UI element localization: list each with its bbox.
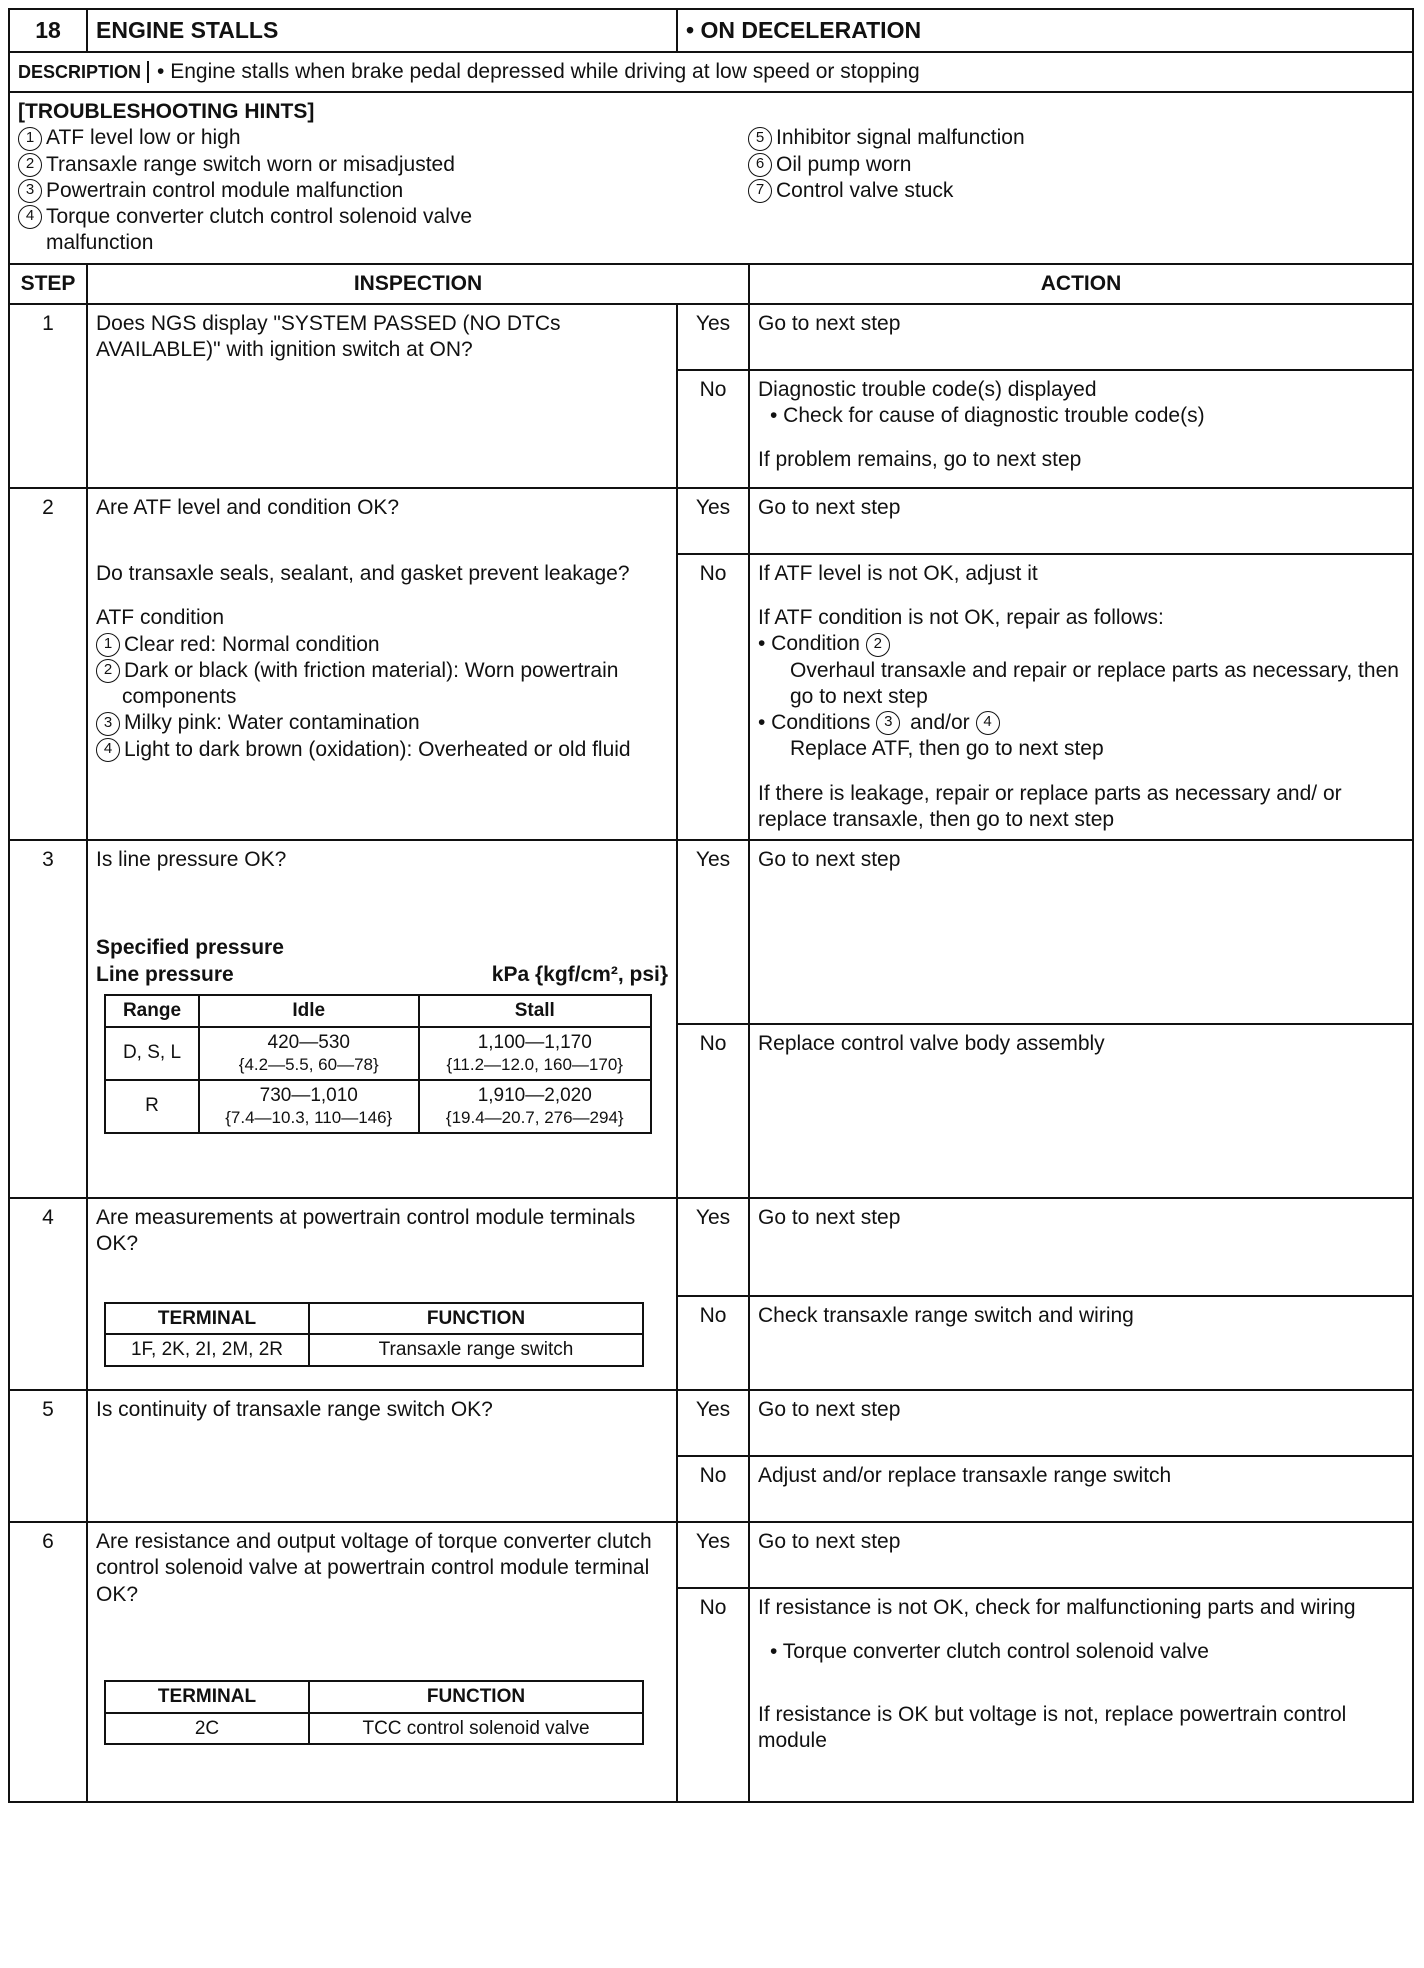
terminal-table: TERMINAL FUNCTION 1F, 2K, 2I, 2M, 2R Transaxle range switch xyxy=(104,1302,644,1368)
hints-title: [TROUBLESHOOTING HINTS] xyxy=(18,100,315,123)
table-row: 2C TCC control solenoid valve xyxy=(105,1713,643,1745)
troubleshooting-table xyxy=(8,8,1414,1803)
troubleshooting-page xyxy=(8,8,1416,1803)
circled-number: 4 xyxy=(976,711,1000,735)
step-3-yes-row xyxy=(9,840,1413,1024)
step-question: Are resistance and output voltage of torque converter clutch control solenoid valve at powertrain control module terminal OK? TERMINAL FUNCTION 2C TCC control solenoid valve xyxy=(87,1522,677,1802)
action-yes: Go to next step xyxy=(749,1198,1413,1296)
action-no: If ATF level is not OK, adjust it If ATF condition is not OK, repair as follows: • Condition 2 Overhaul transaxle and repair or replace parts as necessary, then go to next step • Conditions 3 and/or 4 Replace ATF, then go to next step If there is leakage, repair or replace parts as necessary and/ or replace transaxle, then go to next step xyxy=(749,554,1413,840)
answer-no: No xyxy=(677,370,749,488)
hint-item: 5 Inhibitor signal malfunction xyxy=(748,125,1404,151)
action-yes: Go to next step xyxy=(749,1522,1413,1588)
symptom-condition: • ON DECELERATION xyxy=(677,9,1413,52)
step-number: 1 xyxy=(9,304,87,488)
step-1-yes-row xyxy=(9,304,1413,370)
circled-number: 4 xyxy=(96,738,120,762)
action-no: If resistance is not OK, check for malfunctioning parts and wiring • Torque converter clutch control solenoid valve If resistance is OK but voltage is not, replace powertrain control module xyxy=(749,1588,1413,1802)
action-yes: Go to next step xyxy=(749,1390,1413,1456)
step-question: Does NGS display "SYSTEM PASSED (NO DTCs AVAILABLE)" with ignition switch at ON? xyxy=(87,304,677,488)
answer-yes: Yes xyxy=(677,488,749,554)
circled-number: 3 xyxy=(96,712,120,736)
circled-number: 6 xyxy=(748,153,772,177)
hints-left xyxy=(18,125,578,256)
circled-number: 3 xyxy=(18,179,42,203)
circled-number: 7 xyxy=(748,179,772,203)
step-number: 2 xyxy=(9,488,87,840)
action-yes: Go to next step xyxy=(749,488,1413,554)
table-row: 1F, 2K, 2I, 2M, 2R Transaxle range switch xyxy=(105,1334,643,1366)
step-number: 4 xyxy=(9,1198,87,1390)
description-row xyxy=(9,52,1413,92)
description-label: DESCRIPTION xyxy=(18,61,149,84)
circled-number: 5 xyxy=(748,127,772,151)
answer-no: No xyxy=(677,554,749,840)
col-step: STEP xyxy=(9,264,87,304)
hint-item: 3 Powertrain control module malfunction xyxy=(18,178,578,204)
answer-yes: Yes xyxy=(677,840,749,1024)
step-question: Is continuity of transaxle range switch OK? xyxy=(87,1390,677,1522)
circled-number: 2 xyxy=(96,659,120,683)
table-row: D, S, L 420—530 {4.2—5.5, 60—78} 1,100—1,170 {11.2—12.0, 160—170} xyxy=(105,1027,651,1080)
hint-item: 7 Control valve stuck xyxy=(748,178,1404,204)
step-4-yes-row xyxy=(9,1198,1413,1296)
action-no: Adjust and/or replace transaxle range switch xyxy=(749,1456,1413,1522)
step-5-yes-row xyxy=(9,1390,1413,1456)
action-no: Replace control valve body assembly xyxy=(749,1024,1413,1198)
answer-no: No xyxy=(677,1024,749,1198)
hints-row xyxy=(9,92,1413,264)
answer-yes: Yes xyxy=(677,1390,749,1456)
step-question: Is line pressure OK? Specified pressure Line pressure kPa {kgf/cm², psi} Range Idle Stall D, S, L 420—530 {4.2—5.5, 60—78} 1,100—1,170 {11.2—12.0, 160—170} R 730—1,010 {7.4—10.3, 110—146} 1,910—2,020 {19.4—20.7, 276—294} xyxy=(87,840,677,1198)
col-inspection: INSPECTION xyxy=(87,264,749,304)
header-row xyxy=(9,9,1413,52)
answer-no: No xyxy=(677,1456,749,1522)
step-number: 3 xyxy=(9,840,87,1198)
circled-number: 2 xyxy=(866,633,890,657)
answer-yes: Yes xyxy=(677,1522,749,1588)
hints-right xyxy=(578,125,1404,256)
step-question: Are measurements at powertrain control module terminals OK? TERMINAL FUNCTION 1F, 2K, 2I, 2M, 2R Transaxle range switch xyxy=(87,1198,677,1390)
circled-number: 2 xyxy=(18,153,42,177)
step-6-yes-row xyxy=(9,1522,1413,1588)
circled-number: 3 xyxy=(876,711,900,735)
action-no: Diagnostic trouble code(s) displayed • Check for cause of diagnostic trouble code(s) If problem remains, go to next step xyxy=(749,370,1413,488)
answer-no: No xyxy=(677,1588,749,1802)
circled-number: 1 xyxy=(18,127,42,151)
hint-item: 2 Transaxle range switch worn or misadjusted xyxy=(18,152,578,178)
circled-number: 4 xyxy=(18,205,42,229)
hint-item: 1 ATF level low or high xyxy=(18,125,578,151)
line-pressure-table: Range Idle Stall D, S, L 420—530 {4.2—5.5, 60—78} 1,100—1,170 {11.2—12.0, 160—170} R 730—1,010 {7.4—10.3, 110—146} 1,910—2,020 {19.4—20.7, 276—294} xyxy=(104,994,652,1134)
circled-number: 1 xyxy=(96,633,120,657)
symptom-title: ENGINE STALLS xyxy=(87,9,677,52)
answer-no: No xyxy=(677,1296,749,1390)
description-text: • Engine stalls when brake pedal depressed while driving at low speed or stopping xyxy=(157,59,920,83)
hint-item: 6 Oil pump worn xyxy=(748,152,1404,178)
column-header-row xyxy=(9,264,1413,304)
action-yes: Go to next step xyxy=(749,840,1413,1024)
table-row: R 730—1,010 {7.4—10.3, 110—146} 1,910—2,020 {19.4—20.7, 276—294} xyxy=(105,1080,651,1133)
answer-yes: Yes xyxy=(677,304,749,370)
action-yes: Go to next step xyxy=(749,304,1413,370)
symptom-number: 18 xyxy=(9,9,87,52)
action-no: Check transaxle range switch and wiring xyxy=(749,1296,1413,1390)
col-action: ACTION xyxy=(749,264,1413,304)
step-question: Are ATF level and condition OK? Do transaxle seals, sealant, and gasket prevent leakage? ATF condition 1 Clear red: Normal condition 2 Dark or black (with friction material): Worn powertrain components 3 Milky pink: Water contamination 4 Light to dark brown (oxidation): Overheated or old fluid xyxy=(87,488,677,840)
terminal-table: TERMINAL FUNCTION 2C TCC control solenoid valve xyxy=(104,1680,644,1746)
hint-item: 4 Torque converter clutch control solenoid valve malfunction xyxy=(18,204,578,257)
step-2-yes-row xyxy=(9,488,1413,554)
answer-yes: Yes xyxy=(677,1198,749,1296)
step-number: 6 xyxy=(9,1522,87,1802)
step-number: 5 xyxy=(9,1390,87,1522)
